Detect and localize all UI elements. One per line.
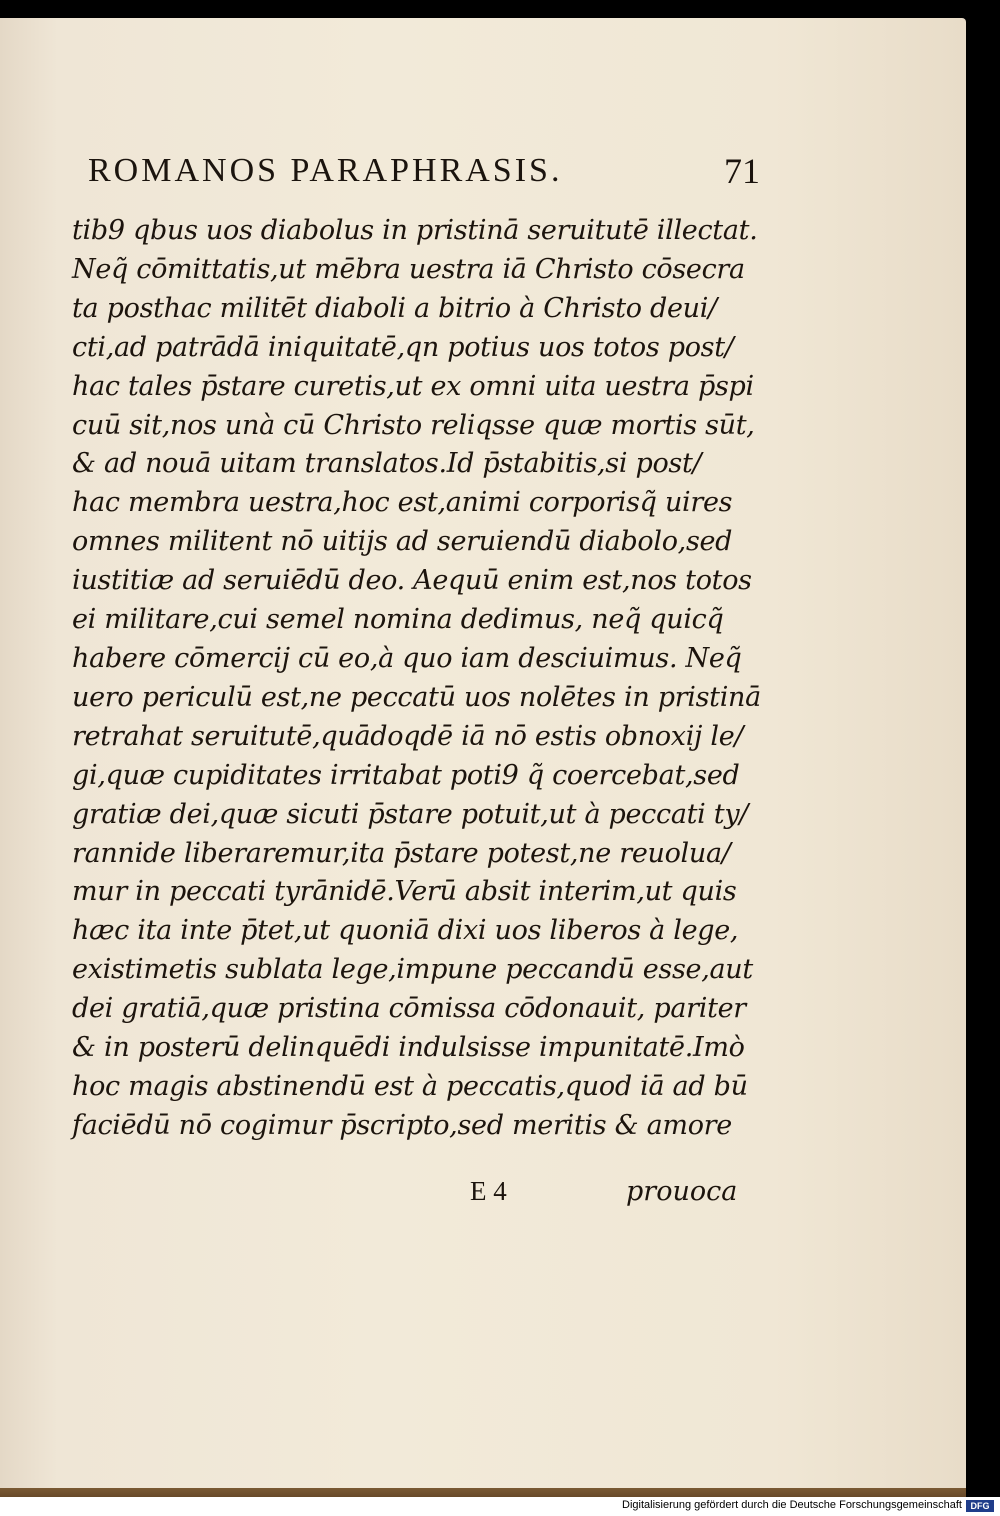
text-line: cti,ad patrādā iniquitatē,qn potius uos totos post/ <box>72 331 734 363</box>
text-line: cuū sit,nos unà cū Christo reliqsse quæ mortis sūt, <box>72 409 755 441</box>
text-line: iustitiæ ad seruiēdū deo. Aequū enim est,nos totos <box>72 565 752 597</box>
text-line: hæc ita inte p̄tet,ut quoniā dixi uos liberos à lege, <box>72 915 739 947</box>
text-line: mur in peccati tyrānidē.Verū absit interim,ut quis <box>72 876 737 908</box>
text-line: omnes militent nō uitijs ad seruiendū diabolo,sed <box>72 526 733 558</box>
digitization-credit: Digitalisierung gefördert durch die Deutsche Forschungsgemeinschaft <box>622 1499 962 1511</box>
signature-mark: E 4 <box>470 1176 507 1206</box>
text-line: tib9 qbus uos diabolus in pristinā seruitutē illectat. <box>72 215 758 246</box>
body-text <box>72 212 761 1146</box>
text-line: hoc magis abstinendū est à peccatis,quod iā ad bū <box>72 1070 748 1102</box>
text-line: ei militare,cui semel nomina dedimus, neq̃ quicq̃ <box>72 604 724 636</box>
text-line: faciēdū nō cogimur p̄scripto,sed meritis & amore <box>72 1109 732 1141</box>
text-line: hac tales p̄stare curetis,ut ex omni uita uestra p̄spi <box>72 370 754 402</box>
text-line: existimetis sublata lege,impune peccandū esse,aut <box>72 954 753 986</box>
text-line: gi,quæ cupiditates irritabat poti9 q̃ coercebat,sed <box>72 759 740 791</box>
text-line: dei gratiā,quæ pristina cōmissa cōdonauit, pariter <box>72 993 746 1025</box>
text-line: hac membra uestra,hoc est,animi corporisq̃ uires <box>72 487 733 519</box>
dfg-logo-icon: DFG <box>966 1500 994 1512</box>
text-line: habere cōmercij cū eo,à quo iam desciuimus. Neq̃ <box>72 642 742 674</box>
text-line: Neq̃ cōmittatis,ut mēbra uestra iā Christo cōsecra <box>72 253 745 285</box>
catchword: prouoca <box>626 1176 738 1207</box>
text-line: uero periculū est,ne peccatū uos nolētes in pristinā <box>72 681 761 713</box>
running-head: ROMANOS PARAPHRASIS. <box>88 152 563 189</box>
digitization-credit-bar <box>0 1497 1000 1516</box>
text-line: ta posthac militēt diaboli a bitrio à Christo deui/ <box>72 292 717 324</box>
text-line: gratiæ dei,quæ sicuti p̄stare potuit,ut à peccati ty/ <box>72 798 749 830</box>
text-line: retrahat seruitutē,quādoqdē iā nō estis obnoxij le/ <box>72 720 744 752</box>
text-line: & ad nouā uitam translatos.Id p̄stabitis,si post/ <box>72 448 702 480</box>
catchword-line <box>470 1176 750 1216</box>
page-number: 71 <box>724 151 760 191</box>
text-line: & in posterū delinquēdi indulsisse impunitatē.Imò <box>72 1032 745 1064</box>
text-line: rannide liberaremur,ita p̄stare potest,ne reuolua/ <box>72 837 731 869</box>
